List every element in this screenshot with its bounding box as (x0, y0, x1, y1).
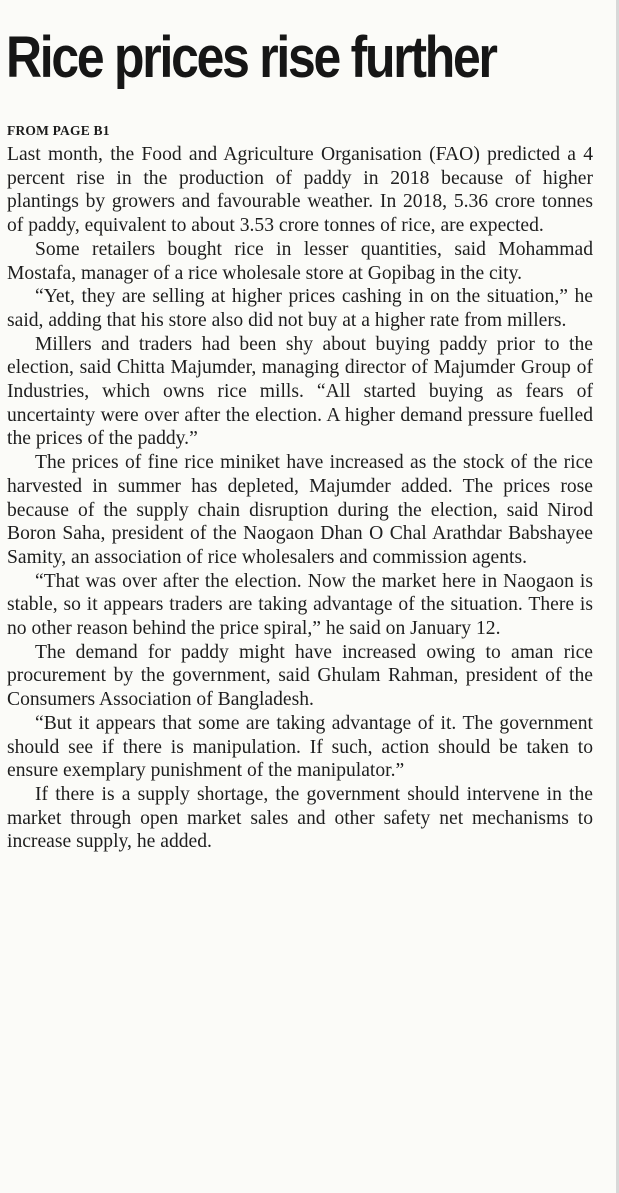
paragraph-7: The demand for paddy might have increased owing to aman rice procurement by the government, said Ghulam Rahman, president of the Consumers Association of Bangladesh. (7, 641, 593, 711)
paragraph-3: “Yet, they are selling at higher prices cashing in on the situation,” he said, adding that his store also did not buy at a higher rate from millers. (7, 286, 593, 331)
paragraph-4: Millers and traders had been shy about buying paddy prior to the election, said Chitta Majumder, managing director of Majumder Group of Industries, which owns rice mills. “All started buying as fears of uncertainty were over after the election. A higher demand pressure fuelled the prices of the paddy.” (7, 333, 593, 450)
headline: Rice prices rise further (6, 25, 496, 90)
paragraph-8: “But it appears that some are taking advantage of it. The government should see if there is manipulation. If such, action should be taken to ensure exemplary punishment of the manipulator.” (7, 712, 593, 782)
paragraph-2: Some retailers bought rice in lesser quantities, said Mohammad Mostafa, manager of a rice wholesale store at Gopibag in the city. (7, 238, 593, 284)
paragraph-9: If there is a supply shortage, the government should intervene in the market through open market sales and other safety net mechanisms to increase supply, he added. (7, 783, 593, 853)
paragraph-5: The prices of fine rice miniket have increased as the stock of the rice harvested in summer has depleted, Majumder added. The prices rose because of the supply chain disruption during the election, said Nirod Boron Saha, president of the Naogaon Dhan O Chal Arathdar Babshayee Samity, an association of rice wholesalers and commission agents. (7, 452, 593, 568)
paragraph-1: Last month, the Food and Agriculture Organisation (FAO) predicted a 4 percent rise in the production of paddy in 2018 because of higher plantings by growers and favourable weather. In 2018, 5.36 crore tonnes of paddy, equivalent to about 3.53 crore tonnes of rice, are expected. (7, 144, 593, 237)
article-body (7, 143, 593, 854)
jump-line: FROM PAGE B1 (7, 123, 110, 138)
paragraph-6: “That was over after the election. Now the market here in Naogaon is stable, so it appears traders are taking advantage of the situation. There is no other reason behind the price spiral,” he said on January 12. (7, 570, 593, 640)
